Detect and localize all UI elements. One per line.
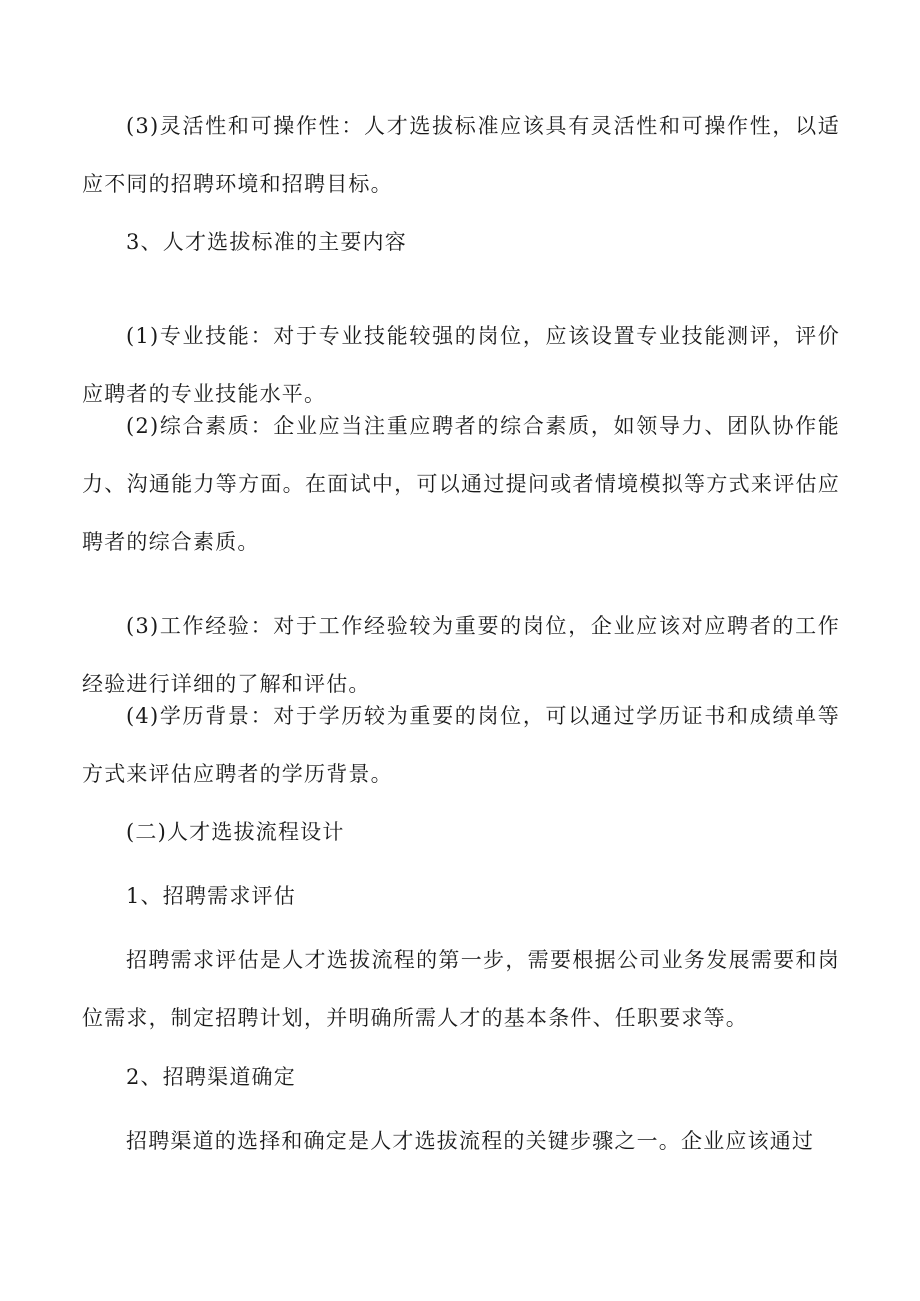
paragraph-professional-skills: (1)专业技能：对于专业技能较强的岗位，应该设置专业技能测评，评价应聘者的专业技能水平。: [82, 324, 840, 406]
paragraph-channel-selection: 招聘渠道的选择和确定是人才选拔流程的关键步骤之一。企业应该通过: [126, 1129, 815, 1153]
heading-main-content: 3、人才选拔标准的主要内容: [126, 230, 407, 254]
heading-demand-assessment: 1、招聘需求评估: [126, 884, 296, 908]
heading-channel-selection: 2、招聘渠道确定: [126, 1065, 296, 1089]
paragraph-demand-assessment: 招聘需求评估是人才选拔流程的第一步，需要根据公司业务发展需要和岗位需求，制定招聘计划，并明确所需人才的基本条件、任职要求等。: [82, 948, 840, 1030]
paragraph-work-experience: (3)工作经验：对于工作经验较为重要的岗位，企业应该对应聘者的工作经验进行详细的了解和评估。: [82, 614, 840, 696]
paragraph-comprehensive-quality: (2)综合素质：企业应当注重应聘者的综合素质，如领导力、团队协作能力、沟通能力等方面。在面试中，可以通过提问或者情境模拟等方式来评估应聘者的综合素质。: [82, 414, 840, 554]
paragraph-education: (4)学历背景：对于学历较为重要的岗位，可以通过学历证书和成绩单等方式来评估应聘者的学历背景。: [82, 704, 840, 786]
paragraph-flexibility: (3)灵活性和可操作性：人才选拔标准应该具有灵活性和可操作性，以适应不同的招聘环境和招聘目标。: [82, 114, 840, 196]
heading-process-design: (二)人才选拔流程设计: [126, 820, 345, 844]
